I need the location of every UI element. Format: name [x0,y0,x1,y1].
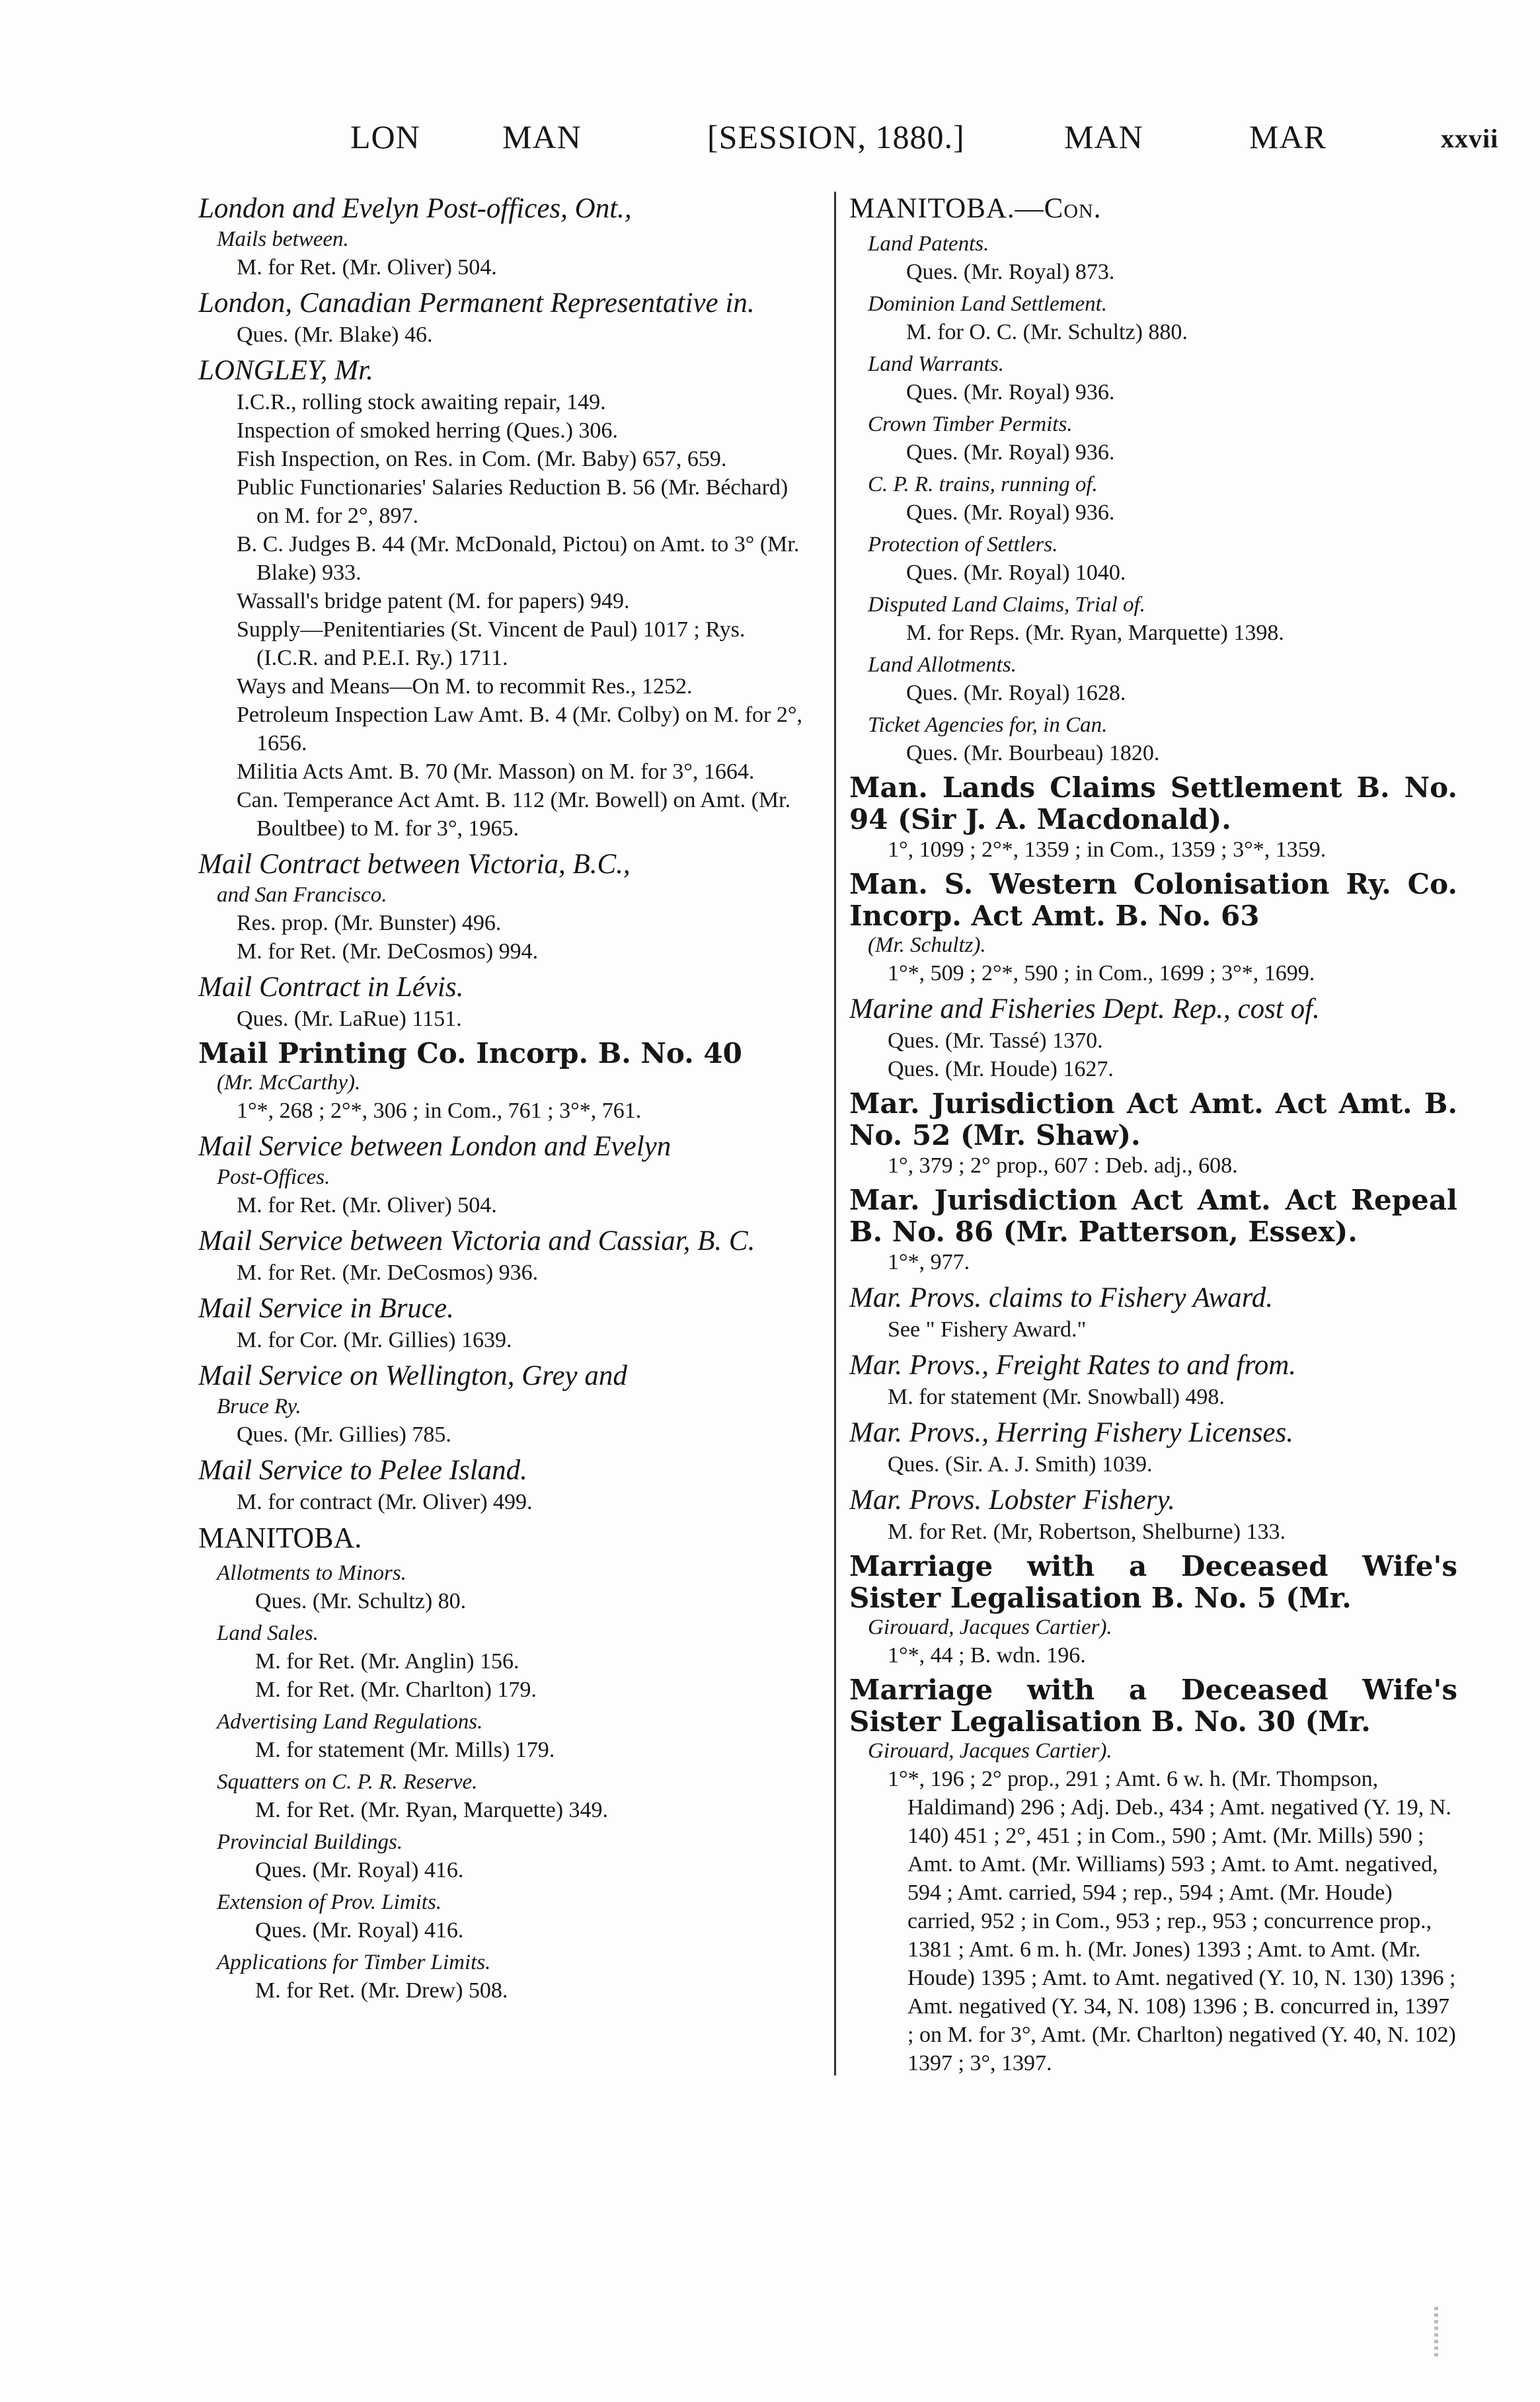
entry-heading: MANITOBA.—Con. [849,193,1102,224]
entry-reference: Ques. (Mr. LaRue) 1151. [237,1007,462,1031]
header-right-b: MAR [1249,118,1327,155]
entry-heading: Mar. Jurisdiction Act Amt. Act Amt. B. No. 52 (Mr. Shaw). [849,1087,1457,1151]
entry-heading: Mail Contract in Lévis. [198,972,464,1003]
entry-reference: M. for Ret. (Mr. Drew) 508. [255,1978,508,2003]
entry-subheading: Bruce Ry. [217,1395,301,1418]
entry-heading: Mar. Provs. Lobster Fishery. [849,1485,1175,1516]
entry-reference: M. for O. C. (Mr. Schultz) 880. [906,320,1188,344]
entry-reference: Ques. (Mr. Tassé) 1370. [888,1028,1103,1053]
entry-heading: Mar. Provs., Herring Fishery Licenses. [849,1417,1294,1448]
index-entry [849,652,1457,707]
header-session: [SESSION, 1880.] [707,118,965,155]
entry-reference: M. for Ret. (Mr. Oliver) 504. [237,1193,497,1218]
entry-reference: 1°*, 44 ; B. wdn. 196. [888,1643,1086,1668]
entry-heading: Mail Service in Bruce. [198,1293,454,1324]
entry-heading: Mar. Provs. claims to Fishery Award. [849,1282,1274,1313]
entry-reference: Ques. (Mr. Royal) 936. [906,500,1115,525]
running-header [198,118,1499,171]
index-entry [849,1281,1457,1344]
entry-heading: Mail Service to Pelee Island. [198,1455,527,1486]
entry-heading: Marine and Fisheries Dept. Rep., cost of. [849,993,1320,1025]
entry-reference: Ques. (Mr. Royal) 416. [255,1858,464,1882]
index-column-left [198,192,806,2340]
entry-subheading: (Mr. McCarthy). [217,1071,361,1095]
index-entry [198,1709,806,1764]
entry-subheading: Extension of Prov. Limits. [217,1890,442,1914]
index-entry [198,1889,806,1945]
entry-subheading: Allotments to Minors. [217,1561,406,1585]
entry-subheading: Crown Timber Permits. [868,412,1073,436]
index-entry [849,1184,1457,1276]
entry-reference: M. for Cor. (Mr. Gillies) 1639. [237,1328,512,1352]
entry-heading: Mail Service between London and Evelyn [198,1131,672,1162]
entry-reference: 1°*, 509 ; 2°*, 590 ; in Com., 1699 ; 3°*, 1699. [888,961,1315,986]
entry-reference: 1°, 379 ; 2° prop., 607 : Deb. adj., 608. [888,1153,1238,1178]
entry-reference: Ques. (Mr. Royal) 1628. [906,681,1126,705]
entry-reference: Fish Inspection, on Res. in Com. (Mr. Baby) 657, 659. [237,447,727,471]
header-left-b: MAN [502,118,582,155]
entry-heading: Mail Contract between Victoria, B.C., [198,849,631,880]
index-entry [849,1551,1457,1670]
index-entry [198,847,806,966]
entry-reference: Ques. (Mr. Bourbeau) 1820. [906,741,1160,765]
entry-reference: M. for Ret. (Mr. DeCosmos) 994. [237,939,539,964]
entry-heading: Mar. Provs., Freight Rates to and from. [849,1350,1297,1381]
entry-subheading: Land Sales. [217,1621,319,1645]
entry-reference: Res. prop. (Mr. Bunster) 496. [237,911,502,935]
entry-reference: B. C. Judges B. 44 (Mr. McDonald, Pictou) on Amt. to 3° (Mr. Blake) 933. [237,532,800,585]
entry-subheading: Dominion Land Settlement. [868,292,1108,316]
entry-reference: M. for Ret. (Mr, Robertson, Shelburne) 133. [888,1520,1286,1544]
index-entry [198,354,806,843]
entry-reference: M. for Ret. (Mr. DeCosmos) 936. [237,1260,539,1285]
index-entry [198,1769,806,1824]
entry-subheading: (Mr. Schultz). [868,933,986,957]
entry-subheading: Land Warrants. [868,352,1005,376]
entry-heading: Mail Printing Co. Incorp. B. No. 40 [198,1037,742,1069]
index-entry [849,471,1457,527]
entry-subheading: Land Allotments. [868,653,1017,677]
index-entry [198,1560,806,1615]
entry-reference: Petroleum Inspection Law Amt. B. 4 (Mr. Colby) on M. for 2°, 1656. [237,703,802,755]
entry-heading: Marriage with a Deceased Wife's Sister Legalisation B. No. 30 (Mr. [849,1674,1457,1738]
entry-reference: Ways and Means—On M. to recommit Res., 1252. [237,674,693,699]
entry-heading: Marriage with a Deceased Wife's Sister Legalisation B. No. 5 (Mr. [849,1550,1457,1614]
entry-reference: Ques. (Mr. Royal) 936. [906,380,1115,405]
entry-subheading: Disputed Land Claims, Trial of. [868,593,1145,617]
entry-reference: Ques. (Mr. Gillies) 785. [237,1422,451,1447]
scan-artifact [1434,2307,1438,2360]
entry-reference: Wassall's bridge patent (M. for papers) 949. [237,589,630,613]
entry-reference: Ques. (Mr. Houde) 1627. [888,1057,1114,1081]
entry-heading: Man. Lands Claims Settlement B. No. 94 (Sir J. A. Macdonald). [849,771,1457,835]
index-entry [198,1038,806,1125]
entry-subheading: Squatters on C. P. R. Reserve. [217,1770,478,1794]
entry-reference: Ques. (Mr. Royal) 873. [906,260,1115,284]
index-entry [849,1416,1457,1479]
entry-heading: Mail Service between Victoria and Cassiar, B. C. [198,1225,755,1257]
index-entry [198,1521,806,1555]
index-entry [198,970,806,1033]
entry-reference: Ques. (Mr. Royal) 1040. [906,561,1126,585]
entry-reference: Inspection of smoked herring (Ques.) 306. [237,418,618,443]
entry-subheading: Provincial Buildings. [217,1830,403,1854]
entry-reference: Can. Temperance Act Amt. B. 112 (Mr. Bowell) on Amt. (Mr. Boultbee) to M. for 3°, 1965. [237,788,791,841]
entry-reference: Ques. (Sir. A. J. Smith) 1039. [888,1452,1153,1477]
entry-heading: Mar. Jurisdiction Act Amt. Act Repeal B. No. 86 (Mr. Patterson, Essex). [849,1184,1457,1248]
index-entry [849,1483,1457,1546]
entry-subheading: Advertising Land Regulations. [217,1710,483,1734]
entry-reference: Ques. (Mr. Royal) 936. [906,440,1115,465]
index-entry [198,1224,806,1287]
index-entry [198,1130,806,1220]
entry-reference: M. for Ret. (Mr. Anglin) 156. [255,1649,520,1674]
entry-subheading: Land Patents. [868,232,989,256]
index-entry [198,1620,806,1704]
index-entry [198,1292,806,1354]
entry-reference: M. for contract (Mr. Oliver) 499. [237,1490,533,1514]
entry-reference: Ques. (Mr. Royal) 416. [255,1918,464,1943]
index-entry [849,592,1457,647]
index-entry [849,531,1457,587]
entry-reference: M. for statement (Mr. Snowball) 498. [888,1385,1225,1409]
entry-heading: London and Evelyn Post-offices, Ont., [198,193,632,224]
index-entry [849,869,1457,988]
entry-subheading: Ticket Agencies for, in Can. [868,713,1108,737]
entry-reference: See " Fishery Award." [888,1317,1087,1342]
entry-subheading: Protection of Settlers. [868,533,1058,557]
index-entry [198,1829,806,1884]
entry-reference: 1°*, 268 ; 2°*, 306 ; in Com., 761 ; 3°*, 761. [237,1099,642,1123]
index-entry [849,411,1457,467]
entry-reference: M. for statement (Mr. Mills) 179. [255,1738,555,1762]
entry-reference: Public Functionaries' Salaries Reduction B. 56 (Mr. Béchard) on M. for 2°, 897. [237,475,789,528]
index-entry [849,1674,1457,2077]
index-entry [198,1949,806,2005]
index-column-right [849,192,1457,2340]
entry-heading: MANITOBA. [198,1522,362,1554]
entry-reference: 1°*, 977. [888,1250,970,1274]
index-entry [198,192,806,282]
index-entry [198,286,806,349]
index-entry [849,231,1457,286]
entry-reference: M. for Reps. (Mr. Ryan, Marquette) 1398. [906,621,1284,645]
entry-heading: London, Canadian Permanent Representative in. [198,288,755,319]
index-entry [849,992,1457,1083]
entry-reference: Militia Acts Amt. B. 70 (Mr. Masson) on M. for 3°, 1664. [237,759,755,784]
entry-reference: Supply—Penitentiaries (St. Vincent de Paul) 1017 ; Rys. (I.C.R. and P.E.I. Ry.) 1711. [237,617,746,670]
entry-heading: Mail Service on Wellington, Grey and [198,1360,627,1391]
page-number: xxvii [1441,124,1499,153]
entry-reference: Ques. (Mr. Schultz) 80. [255,1589,467,1613]
header-right-a: MAN [1064,118,1143,155]
entry-subheading: Mails between. [217,227,349,251]
index-entry [849,712,1457,767]
column-divider [834,192,836,2075]
entry-subheading: Applications for Timber Limits. [217,1951,491,1974]
index-entry [849,1088,1457,1180]
entry-reference: 1°*, 196 ; 2° prop., 291 ; Amt. 6 w. h. (Mr. Thompson, Haldimand) 296 ; Adj. Deb., 434 ; Amt. negatived (Y. 19, N. 140) 451 ; 2°, 451 ; in Com., 590 ; Amt. (Mr. Mills) 590 ; Amt. to Amt. (Mr. Williams) 593 ; Amt. to Amt. negatived, 594 ; Amt. carried, 594 ; rep., 594 ; Amt. (Mr. Houde) carried, 952 ; in Com., 953 ; rep., 953 ; concurrence prop., 1381 ; Amt. 6 m. h. (Mr. Jones) 1393 ; Amt. to Amt. (Mr. Houde) 1395 ; Amt. to Amt. negatived (Y. 10, N. 130) 1396 ; Amt. negatived (Y. 34, N. 108) 1396 ; B. concurred in, 1397 ; on M. for 3°, Amt. (Mr. Charlton) negatived (Y. 40, N. 102) 1397 ; 3°, 1397. [888,1767,1456,2075]
entry-subheading: and San Francisco. [217,883,387,907]
entry-reference: 1°, 1099 ; 2°*, 1359 ; in Com., 1359 ; 3°*, 1359. [888,837,1327,862]
index-entry [849,192,1457,226]
entry-heading: Man. S. Western Colonisation Ry. Co. Incorp. Act Amt. B. No. 63 [849,868,1457,932]
entry-reference: Ques. (Mr. Blake) 46. [237,323,433,347]
entry-subheading: Post-Offices. [217,1165,330,1189]
header-left-a: LON [350,118,420,155]
index-entry [849,772,1457,864]
index-entry [849,1348,1457,1411]
index-entry [849,291,1457,346]
index-entry [198,1453,806,1516]
index-entry [198,1359,806,1449]
entry-subheading: C. P. R. trains, running of. [868,473,1098,496]
entry-reference: M. for Ret. (Mr. Oliver) 504. [237,255,497,280]
entry-reference: I.C.R., rolling stock awaiting repair, 149. [237,390,606,414]
entry-heading: LONGLEY, Mr. [198,355,373,386]
entry-reference: M. for Ret. (Mr. Charlton) 179. [255,1678,537,1702]
entry-subheading: Girouard, Jacques Cartier). [868,1615,1112,1639]
entry-reference: M. for Ret. (Mr. Ryan, Marquette) 349. [255,1798,609,1822]
index-entry [849,351,1457,407]
entry-subheading: Girouard, Jacques Cartier). [868,1739,1112,1763]
